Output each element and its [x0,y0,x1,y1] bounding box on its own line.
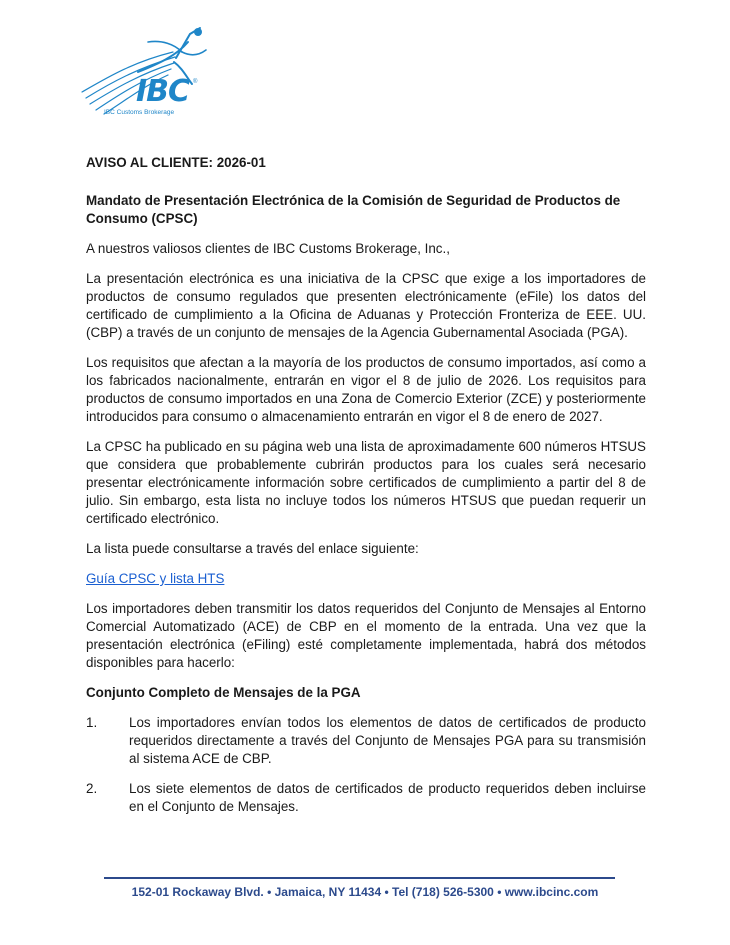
list-item [86,780,646,816]
greeting: A nuestros valiosos clientes de IBC Customs Brokerage, Inc., [86,241,450,256]
logo-wordmark: IBC [136,74,190,109]
logo-subtitle: IBC Customs Brokerage [104,109,175,116]
list-item-text: Los siete elementos de datos de certificados de producto requeridos deben incluirse en el Conjunto de Mensajes. [129,781,646,814]
document-body [86,150,646,828]
paragraph: Los importadores deben transmitir los datos requeridos del Conjunto de Mensajes al Entorno Comercial Automatizado (ACE) de CBP en el momento de la entrada. Una vez que la presentación electrónica (eFiling) esté completamente implementada, habrá dos métodos disponibles para hacerlo: [86,601,646,670]
footer-divider [104,877,615,879]
paragraph: La CPSC ha publicado en su página web una lista de aproximadamente 600 números HTSUS que considera que probablemente cubrirán productos para los cuales será necesario presentar electrónicamente información sobre certificados de cumplimiento a partir del 8 de julio. Sin embargo, esta lista no incluye todos los números HTSUS que puedan requerir un certificado electrónico. [86,439,646,526]
subject-heading: Mandato de Presentación Electrónica de la Comisión de Seguridad de Productos de Consumo (CPSC) [86,193,621,226]
notice-title: AVISO AL CLIENTE: 2026-01 [86,155,266,170]
footer-address: 152-01 Rockaway Blvd. • Jamaica, NY 11434 • Tel (718) 526-5300 • www.ibcinc.com [131,885,599,899]
list-item-text: Los importadores envían todos los elementos de datos de certificados de producto requeridos directamente a través del Conjunto de Mensajes PGA para su transmisión al sistema ACE de CBP. [129,715,646,766]
paragraph: Los requisitos que afectan a la mayoría de los productos de consumo importados, así como a los fabricados nacionalmente, entrarán en vigor el 8 de julio de 2026. Los requisitos para productos de consumo importados en una Zona de Comercio Exterior (ZCE) y posteriormente introducidos para consumo o almacenamiento entrarán en vigor el 8 de enero de 2027. [86,355,646,424]
cpsc-guide-link[interactable]: Guía CPSC y lista HTS [86,571,225,586]
list-intro: La lista puede consultarse a través del enlace siguiente: [86,541,419,556]
registered-mark: ® [193,79,198,85]
list-item-number: 2. [86,781,98,796]
list-item-number: 1. [86,715,98,730]
paragraph: La presentación electrónica es una iniciativa de la CPSC que exige a los importadores de productos de consumo regulados que presenten electrónicamente (eFile) los datos del certificado de cumplimiento a la Oficina de Aduanas y Protección Fronteriza de EEE. UU. (CBP) a través de un conjunto de mensajes de la Agencia Gubernamental Asociada (PGA). [86,271,646,340]
list-item [86,714,646,768]
section-heading: Conjunto Completo de Mensajes de la PGA [86,685,361,700]
